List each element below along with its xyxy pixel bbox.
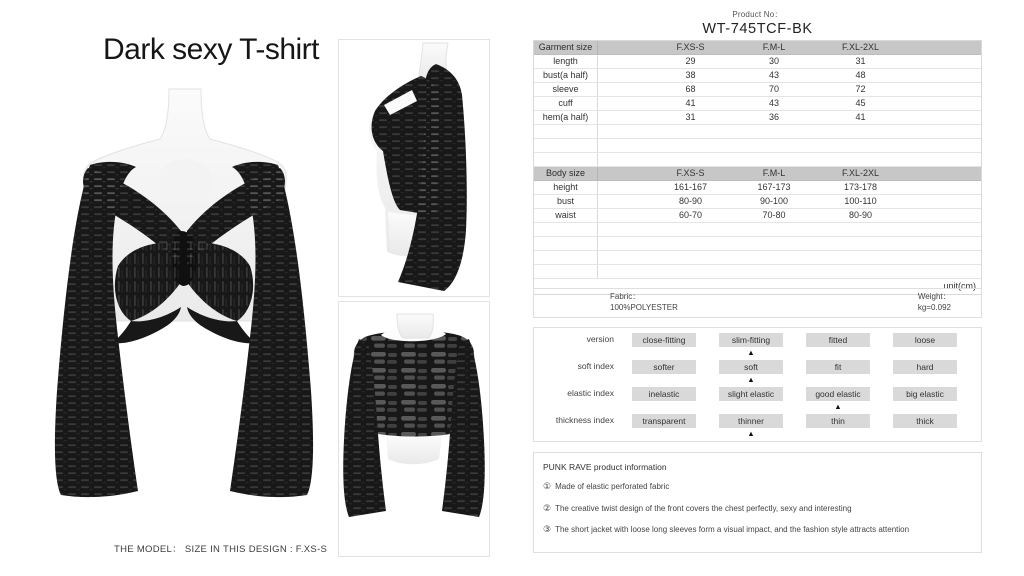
empty-row <box>534 125 981 139</box>
row-label: height <box>534 181 598 194</box>
info-heading: PUNK RAVE product information <box>543 462 667 472</box>
info-text: The creative twist design of the front covers the chest perfectly, sexy and interesting <box>555 503 852 513</box>
product-no-value: WT-745TCF-BK <box>702 21 813 37</box>
cell: 161-167 <box>673 182 708 192</box>
garment-size-header: Garment size <box>534 41 598 54</box>
spec-row-label: elastic index <box>567 388 614 399</box>
spec-option: soft <box>719 360 783 374</box>
spec-row-label: thickness index <box>555 415 614 426</box>
product-number-block <box>533 9 982 37</box>
spec-option: hard <box>893 360 957 374</box>
size-table <box>533 40 982 295</box>
cell: 167-173 <box>757 182 791 192</box>
product-photo-back <box>338 301 490 557</box>
row-label: bust(a half) <box>534 69 598 82</box>
garment-back <box>343 327 485 517</box>
row-label: bust <box>534 195 598 208</box>
garment-size-header-row <box>534 41 981 55</box>
cell: 173-178 <box>843 182 878 192</box>
col-header-xl-2xl: F.XL-2XL <box>841 42 880 52</box>
cell: 43 <box>768 70 779 80</box>
cell: 30 <box>768 56 779 66</box>
empty-row <box>534 153 981 167</box>
product-photo-side <box>338 39 490 297</box>
fabric-label: Fabric： <box>610 292 641 302</box>
table-row <box>534 97 981 111</box>
spec-option: softer <box>632 360 696 374</box>
table-row <box>534 55 981 69</box>
cell: 43 <box>768 98 779 108</box>
cell: 72 <box>855 84 866 94</box>
cell: 31 <box>685 112 696 122</box>
side-view-illustration <box>339 40 489 296</box>
fabric-box <box>533 288 982 318</box>
col-header-xl-2xl: F.XL-2XL <box>841 168 880 178</box>
selected-marker-icon: ▲ <box>747 348 755 357</box>
unit-note: unit(cm) <box>943 281 976 291</box>
info-text: The short jacket with loose long sleeves form a visual impact, and the fashion style attracts attention <box>555 525 910 535</box>
fabric-block <box>610 292 678 314</box>
row-label: waist <box>534 209 598 222</box>
circled-number-icon: ① <box>543 481 552 491</box>
spec-option: inelastic <box>632 387 696 401</box>
spec-option: fit <box>806 360 870 374</box>
spec-option: transparent <box>632 414 696 428</box>
spec-row <box>534 414 981 441</box>
spec-row <box>534 360 981 387</box>
spec-options <box>632 360 980 386</box>
spec-row-label: version <box>586 334 614 345</box>
spec-option: loose <box>893 333 957 347</box>
product-photo-front <box>28 85 340 543</box>
empty-row <box>534 139 981 153</box>
selected-marker-icon: ▲ <box>747 429 755 438</box>
cell: 29 <box>685 56 696 66</box>
weight-label: Weight： <box>917 292 951 302</box>
row-label: length <box>534 55 598 68</box>
spec-option: thin <box>806 414 870 428</box>
spec-options <box>632 414 980 440</box>
model-size-note: THE MODEL： SIZE IN THIS DESIGN : F.XS-S <box>114 544 328 555</box>
weight-value: kg=0.092 <box>917 303 951 312</box>
spec-option: slight elastic <box>719 387 783 401</box>
cell: 41 <box>685 98 696 108</box>
spec-index-box <box>533 327 982 442</box>
cell: 45 <box>855 98 866 108</box>
page-title: Dark sexy T-shirt <box>103 33 319 66</box>
selected-marker-icon: ▲ <box>747 375 755 384</box>
cell: 48 <box>855 70 866 80</box>
col-header-m-l: F.M-L <box>762 42 786 52</box>
empty-row <box>534 251 981 265</box>
spec-option: good elastic <box>806 387 870 401</box>
cell: 80-90 <box>678 196 703 206</box>
spec-row <box>534 333 981 360</box>
col-header-m-l: F.M-L <box>762 168 786 178</box>
spec-option: close-fitting <box>632 333 696 347</box>
selected-marker-icon: ▲ <box>834 402 842 411</box>
table-row <box>534 195 981 209</box>
col-header-xs-s: F.XS-S <box>676 42 705 52</box>
weight-block <box>918 292 951 314</box>
spec-option: fitted <box>806 333 870 347</box>
cell: 70 <box>768 84 779 94</box>
cell: 80-90 <box>848 210 873 220</box>
spec-option: big elastic <box>893 387 957 401</box>
cell: 68 <box>685 84 696 94</box>
table-row <box>534 209 981 223</box>
row-label: sleeve <box>534 83 598 96</box>
cell: 90-100 <box>759 196 789 206</box>
body-size-header-row <box>534 167 981 181</box>
spec-option: thinner <box>719 414 783 428</box>
cell: 38 <box>685 70 696 80</box>
spec-row <box>534 387 981 414</box>
empty-row <box>534 265 981 279</box>
info-item <box>543 525 971 535</box>
spec-row-label: soft index <box>577 361 614 372</box>
front-view-illustration <box>28 85 340 543</box>
info-item <box>543 504 971 514</box>
table-row <box>534 111 981 125</box>
empty-row <box>534 237 981 251</box>
fabric-value: 100%POLYESTER <box>610 303 678 312</box>
product-info-box <box>533 452 982 553</box>
row-label: cuff <box>534 97 598 110</box>
info-text: Made of elastic perforated fabric <box>555 482 670 491</box>
table-row <box>534 181 981 195</box>
empty-row <box>534 223 981 237</box>
body-size-header: Body size <box>534 167 598 180</box>
spec-options <box>632 333 980 359</box>
circled-number-icon: ② <box>543 502 552 513</box>
cell: 41 <box>855 112 866 122</box>
spec-option: slim-fitting <box>719 333 783 347</box>
spec-options <box>632 387 980 413</box>
cell: 36 <box>768 112 779 122</box>
col-header-xs-s: F.XS-S <box>676 168 705 178</box>
circled-number-icon: ③ <box>543 524 552 535</box>
cell: 70-80 <box>762 210 786 220</box>
info-item <box>543 482 971 492</box>
cell: 100-110 <box>844 196 877 206</box>
table-row <box>534 69 981 83</box>
spec-option: thick <box>893 414 957 428</box>
back-view-illustration <box>339 302 489 556</box>
cell: 60-70 <box>678 210 703 220</box>
cell: 31 <box>855 56 866 66</box>
table-row <box>534 83 981 97</box>
row-label: hem(a half) <box>534 111 598 124</box>
product-no-label: Product No： <box>732 10 783 19</box>
